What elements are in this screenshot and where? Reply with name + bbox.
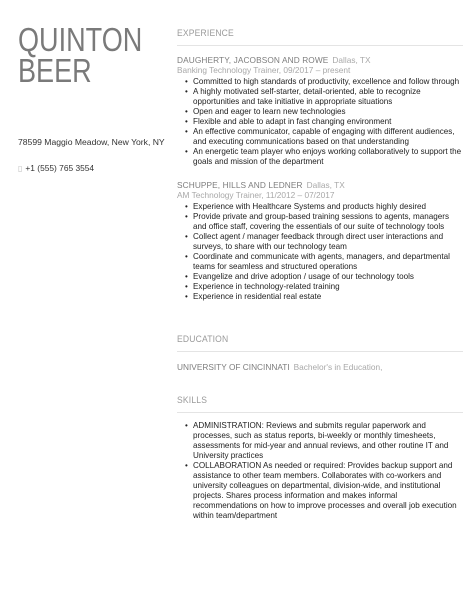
experience-heading: EXPERIENCE bbox=[177, 28, 234, 39]
bullet-text: Collect agent / manager feedback through direct user interactions and surveys, to share with our technology team bbox=[193, 232, 444, 251]
section-divider bbox=[177, 351, 463, 352]
list-item bbox=[185, 232, 463, 252]
bullet-text: Open and eager to learn new technologies bbox=[193, 107, 346, 116]
job-role-dates: AM Technology Trainer, 11/2012 – 07/2017 bbox=[177, 190, 335, 200]
list-item bbox=[185, 117, 463, 127]
job-location: Dallas, TX bbox=[332, 55, 371, 65]
bullet-icon: • bbox=[185, 147, 188, 156]
main-column bbox=[177, 28, 463, 521]
section-divider bbox=[177, 412, 463, 413]
education-school: UNIVERSITY OF CINCINNATI bbox=[177, 362, 290, 372]
list-item bbox=[185, 87, 463, 107]
bullet-icon: • bbox=[185, 202, 188, 211]
bullet-text: Experience in technology-related training bbox=[193, 282, 340, 291]
education-section bbox=[177, 334, 463, 372]
skills-heading: SKILLS bbox=[177, 395, 208, 406]
bullet-icon: • bbox=[185, 282, 188, 291]
job-bullets bbox=[177, 77, 463, 167]
list-item bbox=[185, 272, 463, 282]
bullet-text: An energetic team player who enjoys working collaboratively to support the goals and mission of the department bbox=[193, 147, 462, 166]
bullet-icon: • bbox=[185, 87, 188, 96]
bullet-icon: • bbox=[185, 77, 188, 86]
list-item bbox=[185, 421, 463, 461]
job-location: Dallas, TX bbox=[306, 180, 345, 190]
profile-column bbox=[18, 21, 168, 173]
job-bullets bbox=[177, 202, 463, 302]
bullet-text: ADMINISTRATION: Reviews and submits regular paperwork and processes, such as status reports, bi-weekly or monthly timesheets, assessments for mid-year and annual reviews, and other routine IT and University practices bbox=[193, 421, 449, 460]
list-item bbox=[185, 282, 463, 292]
bullet-icon: • bbox=[185, 212, 188, 221]
bullet-text: Coordinate and communicate with agents, managers, and departmental teams for seamless and structured operations bbox=[193, 252, 450, 271]
bullet-text: Experience with Healthcare Systems and products highly desired bbox=[193, 202, 427, 211]
bullet-icon: • bbox=[185, 127, 188, 136]
list-item bbox=[185, 127, 463, 147]
bullet-text: Evangelize and drive adoption / usage of our technology tools bbox=[193, 272, 414, 281]
bullet-icon: • bbox=[185, 252, 188, 261]
bullet-text: Provide private and group-based training sessions to agents, managers and office staff, covering the essentials of our suite of technology tools bbox=[193, 212, 450, 231]
job-company: DAUGHERTY, JACOBSON AND ROWE bbox=[177, 55, 329, 65]
phone-line bbox=[18, 163, 94, 174]
job-entry bbox=[177, 55, 463, 167]
bullet-text: An effective communicator, capable of engaging with different audiences, and executing communications based on that understanding bbox=[193, 127, 455, 146]
address: 78599 Maggio Meadow, New York, NY bbox=[18, 137, 165, 147]
education-entry bbox=[177, 362, 463, 372]
list-item bbox=[185, 461, 463, 521]
section-divider bbox=[177, 45, 463, 46]
education-degree: Bachelor's in Education, bbox=[293, 362, 383, 372]
bullet-text: Flexible and able to adapt in fast changing environment bbox=[193, 117, 392, 126]
skills-section bbox=[177, 395, 463, 521]
experience-section bbox=[177, 28, 463, 302]
list-item bbox=[185, 252, 463, 272]
bullet-icon: • bbox=[185, 107, 188, 116]
bullet-icon: • bbox=[185, 117, 188, 126]
list-item bbox=[185, 77, 463, 87]
bullet-icon: • bbox=[185, 272, 188, 281]
job-company: SCHUPPE, HILLS AND LEDNER bbox=[177, 180, 303, 190]
job-role-dates: Banking Technology Trainer, 09/2017 – present bbox=[177, 65, 351, 75]
bullet-icon: • bbox=[185, 232, 188, 241]
list-item bbox=[185, 202, 463, 212]
education-heading: EDUCATION bbox=[177, 334, 229, 345]
bullet-text: Experience in residential real estate bbox=[193, 292, 322, 301]
first-name: QUINTON bbox=[18, 21, 143, 58]
candidate-name bbox=[18, 21, 143, 89]
bullet-icon: • bbox=[185, 461, 188, 470]
bullet-text: Committed to high standards of productivity, excellence and follow through bbox=[193, 77, 460, 86]
bullet-text: A highly motivated self-starter, detail-oriented, able to recognize opportunities and take initiative in appropriate situations bbox=[193, 87, 421, 106]
job-header bbox=[177, 180, 463, 190]
list-item bbox=[185, 292, 463, 302]
phone-icon: ▯ bbox=[18, 164, 23, 173]
bullet-icon: • bbox=[185, 421, 188, 430]
phone-number: +1 (555) 765 3554 bbox=[25, 163, 95, 173]
list-item bbox=[185, 147, 463, 167]
bullet-text: COLLABORATION As needed or required: Provides backup support and assistance to other team members. Collaborates with co-workers and university colleagues on departmental, division-wide, and institutional projects. Shares process information and makes informal recommendations on how to improve processes and overall job execution within team/department bbox=[193, 461, 457, 520]
bullet-icon: • bbox=[185, 292, 188, 301]
list-item bbox=[185, 107, 463, 117]
list-item bbox=[185, 212, 463, 232]
job-header bbox=[177, 55, 463, 65]
last-name: BEER bbox=[18, 52, 92, 89]
job-entry bbox=[177, 180, 463, 302]
skills-bullets bbox=[177, 421, 463, 521]
